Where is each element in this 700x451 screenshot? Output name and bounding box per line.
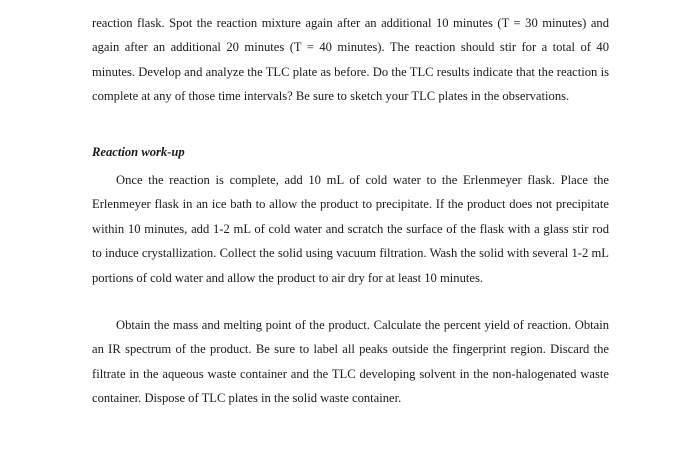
- procedure-paragraph-reaction-monitoring: reaction flask. Spot the reaction mixture again after an additional 10 minutes (T = 30 minutes) and again after an additional 20 minutes (T = 40 minutes). The reaction should stir for a total of 40 minutes. Develop and analyze the TLC plate as before. Do the TLC results indicate that the reaction is complete at any of those time intervals? Be sure to sketch your TLC plates in the observations.: [92, 16, 609, 104]
- section-heading-reaction-workup: Reaction work-up: [92, 145, 185, 159]
- procedure-paragraph-analysis-disposal: Obtain the mass and melting point of the product. Calculate the percent yield of reaction. Obtain an IR spectrum of the product. Be sure to label all peaks outside the fingerprint region. Discard the filtrate in the aqueous waste container and the TLC developing solvent in the non-halogenated waste container. Dispose of TLC plates in the solid waste container.: [92, 318, 609, 406]
- procedure-paragraph-workup: Once the reaction is complete, add 10 mL of cold water to the Erlenmeyer flask. Place the Erlenmeyer flask in an ice bath to allow the product to precipitate. If the product does not precipitate within 10 minutes, add 1-2 mL of cold water and scratch the surface of the flask with a glass stir rod to induce crystallization. Collect the solid using vacuum filtration. Wash the solid with several 1-2 mL portions of cold water and allow the product to air dry for at least 10 minutes.: [92, 173, 609, 285]
